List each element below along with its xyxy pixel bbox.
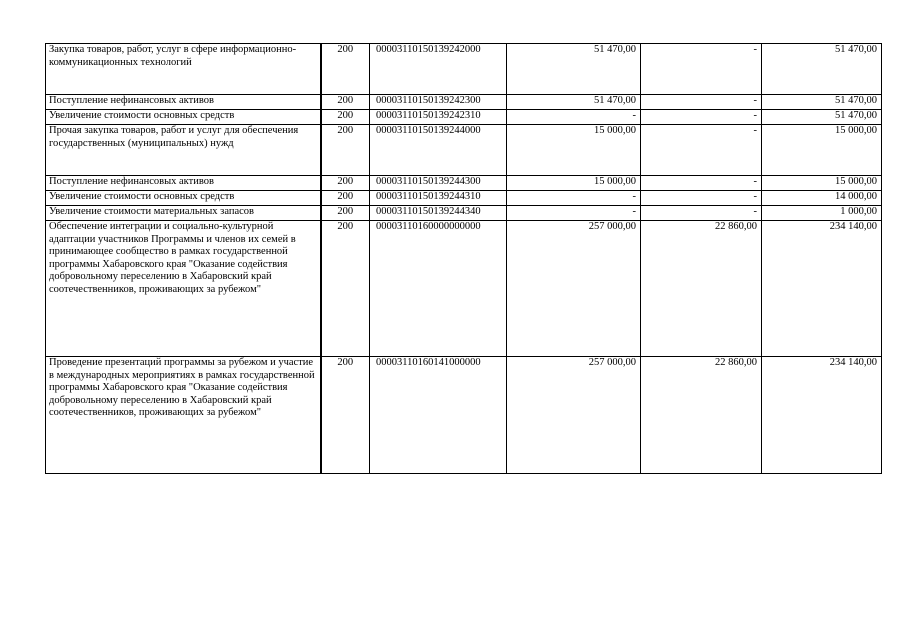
row-name-cell: Поступление нефинансовых активов [46, 176, 321, 191]
row-executed-amount-cell: 22 860,00 [641, 357, 762, 474]
row-name-cell: Увеличение стоимости основных средств [46, 110, 321, 125]
row-unexecuted-amount-cell: 14 000,00 [762, 191, 882, 206]
table-row [46, 357, 882, 474]
table-row [46, 176, 882, 191]
row-name-cell: Прочая закупка товаров, работ и услуг для обеспечения государственных (муниципальных) нужд [46, 125, 321, 176]
row-name-cell: Проведение презентаций программы за рубежом и участие в международных мероприятиях в рамках государственной программы Хабаровского края "Оказание содействия добровольному переселению в Хабаровский край соотечественников, проживающих за рубежом" [46, 357, 321, 474]
row-executed-amount-cell: - [641, 176, 762, 191]
row-budget-code-cell: 00003110150139244300 [370, 176, 507, 191]
row-name-cell: Обеспечение интеграции и социально-культурной адаптации участников Программы и членов их семей в принимающее сообщество в рамках государственной программы Хабаровского края "Оказание содействия добровольному переселению в Хабаровский край соотечественников, проживающих за рубежом" [46, 221, 321, 357]
row-type-code-cell: 200 [321, 110, 370, 125]
row-approved-amount-cell: - [507, 206, 641, 221]
budget-table [45, 43, 882, 474]
row-budget-code-cell: 00003110150139242000 [370, 44, 507, 95]
row-executed-amount-cell: - [641, 110, 762, 125]
table-row [46, 125, 882, 176]
row-type-code-cell: 200 [321, 176, 370, 191]
row-unexecuted-amount-cell: 51 470,00 [762, 110, 882, 125]
row-unexecuted-amount-cell: 15 000,00 [762, 125, 882, 176]
row-type-code-cell: 200 [321, 206, 370, 221]
table-row [46, 110, 882, 125]
row-name-cell: Увеличение стоимости материальных запасов [46, 206, 321, 221]
row-type-code-cell: 200 [321, 221, 370, 357]
row-unexecuted-amount-cell: 1 000,00 [762, 206, 882, 221]
row-budget-code-cell: 00003110150139242310 [370, 110, 507, 125]
row-budget-code-cell: 00003110150139242300 [370, 95, 507, 110]
row-approved-amount-cell: - [507, 191, 641, 206]
row-approved-amount-cell: 257 000,00 [507, 221, 641, 357]
row-budget-code-cell: 00003110150139244340 [370, 206, 507, 221]
row-budget-code-cell: 00003110160000000000 [370, 221, 507, 357]
row-executed-amount-cell: - [641, 206, 762, 221]
row-approved-amount-cell: 257 000,00 [507, 357, 641, 474]
row-approved-amount-cell: 15 000,00 [507, 176, 641, 191]
row-budget-code-cell: 00003110150139244000 [370, 125, 507, 176]
row-executed-amount-cell: - [641, 125, 762, 176]
table-row [46, 206, 882, 221]
row-approved-amount-cell: 51 470,00 [507, 95, 641, 110]
row-name-cell: Увеличение стоимости основных средств [46, 191, 321, 206]
row-type-code-cell: 200 [321, 357, 370, 474]
row-executed-amount-cell: - [641, 95, 762, 110]
row-name-cell: Поступление нефинансовых активов [46, 95, 321, 110]
row-executed-amount-cell: - [641, 44, 762, 95]
table-row [46, 191, 882, 206]
row-type-code-cell: 200 [321, 125, 370, 176]
row-type-code-cell: 200 [321, 44, 370, 95]
row-approved-amount-cell: - [507, 110, 641, 125]
row-unexecuted-amount-cell: 51 470,00 [762, 44, 882, 95]
row-type-code-cell: 200 [321, 191, 370, 206]
row-executed-amount-cell: - [641, 191, 762, 206]
row-type-code-cell: 200 [321, 95, 370, 110]
table-row [46, 95, 882, 110]
row-executed-amount-cell: 22 860,00 [641, 221, 762, 357]
table-row [46, 44, 882, 95]
row-unexecuted-amount-cell: 15 000,00 [762, 176, 882, 191]
row-budget-code-cell: 00003110160141000000 [370, 357, 507, 474]
row-unexecuted-amount-cell: 234 140,00 [762, 357, 882, 474]
row-unexecuted-amount-cell: 234 140,00 [762, 221, 882, 357]
table-row [46, 221, 882, 357]
row-approved-amount-cell: 15 000,00 [507, 125, 641, 176]
row-approved-amount-cell: 51 470,00 [507, 44, 641, 95]
row-unexecuted-amount-cell: 51 470,00 [762, 95, 882, 110]
row-name-cell: Закупка товаров, работ, услуг в сфере информационно-коммуникационных технологий [46, 44, 321, 95]
row-budget-code-cell: 00003110150139244310 [370, 191, 507, 206]
